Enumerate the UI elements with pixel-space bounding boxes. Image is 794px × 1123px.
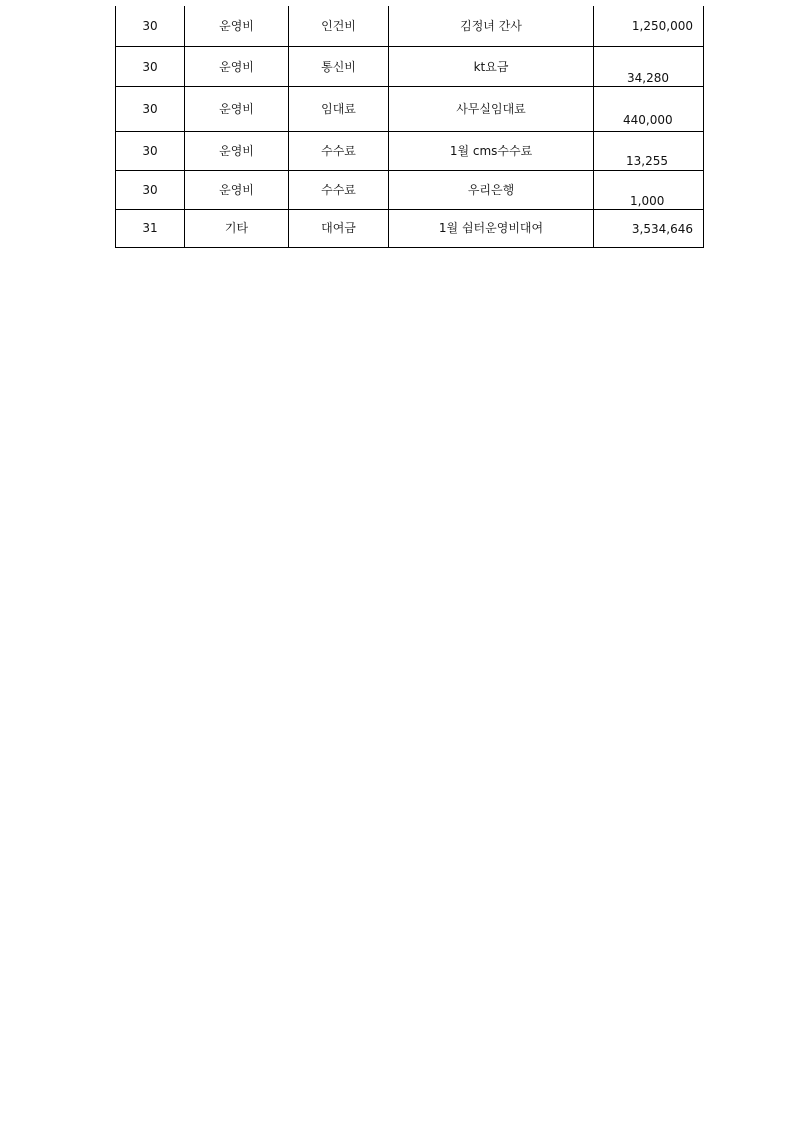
- day-cell: [115, 132, 185, 170]
- day-cell: [115, 6, 185, 46]
- table-row: [115, 87, 704, 132]
- day-value: 30: [142, 102, 158, 116]
- description-value: 1월 cms수수료: [449, 144, 533, 158]
- description-value: 우리은행: [467, 183, 515, 197]
- subcategory-cell: [289, 132, 389, 170]
- amount-cell: [594, 6, 704, 46]
- day-value: 30: [142, 144, 158, 158]
- category-value: 운영비: [219, 183, 254, 197]
- description-value: kt요금: [473, 60, 509, 74]
- amount-cell: [594, 47, 704, 86]
- description-cell: [389, 6, 594, 46]
- subcategory-cell: [289, 6, 389, 46]
- day-cell: [115, 47, 185, 86]
- category-value: 운영비: [219, 102, 254, 116]
- subcategory-cell: [289, 210, 389, 247]
- category-value: 운영비: [219, 19, 254, 33]
- subcategory-value: 임대료: [321, 102, 356, 116]
- description-cell: [389, 171, 594, 209]
- amount-cell: [594, 87, 704, 131]
- category-value: 기타: [224, 221, 249, 235]
- category-cell: [185, 171, 289, 209]
- category-value: 운영비: [219, 60, 254, 74]
- description-value: 김정녀 간사: [460, 19, 522, 33]
- amount-value: 440,000: [623, 113, 673, 127]
- amount-value: 3,534,646: [631, 222, 693, 236]
- table-row: [115, 210, 704, 248]
- day-value: 30: [142, 183, 158, 197]
- category-cell: [185, 132, 289, 170]
- category-cell: [185, 6, 289, 46]
- subcategory-value: 수수료: [321, 144, 356, 158]
- day-cell: [115, 87, 185, 131]
- table-row: [115, 171, 704, 210]
- category-value: 운영비: [219, 144, 254, 158]
- table-row: [115, 47, 704, 87]
- amount-cell: [594, 210, 704, 247]
- subcategory-value: 통신비: [321, 60, 356, 74]
- amount-cell: [594, 171, 704, 209]
- day-value: 31: [142, 221, 158, 235]
- day-value: 30: [142, 19, 158, 33]
- category-cell: [185, 47, 289, 86]
- table-row: [115, 132, 704, 171]
- subcategory-cell: [289, 171, 389, 209]
- amount-cell: [594, 132, 704, 170]
- amount-value: 1,250,000: [631, 19, 693, 33]
- amount-value: 34,280: [627, 71, 669, 85]
- description-cell: [389, 132, 594, 170]
- subcategory-cell: [289, 87, 389, 131]
- subcategory-value: 인건비: [321, 19, 356, 33]
- day-cell: [115, 210, 185, 247]
- subcategory-cell: [289, 47, 389, 86]
- category-cell: [185, 87, 289, 131]
- ledger-table: [115, 6, 704, 248]
- description-value: 사무실임대료: [456, 102, 526, 116]
- day-cell: [115, 171, 185, 209]
- amount-value: 13,255: [626, 154, 668, 168]
- description-cell: [389, 87, 594, 131]
- amount-value: 1,000: [630, 194, 665, 208]
- subcategory-value: 수수료: [321, 183, 356, 197]
- day-value: 30: [142, 60, 158, 74]
- table-row: [115, 6, 704, 47]
- description-value: 1월 쉼터운영비대여: [438, 221, 544, 235]
- description-cell: [389, 47, 594, 86]
- category-cell: [185, 210, 289, 247]
- description-cell: [389, 210, 594, 247]
- subcategory-value: 대여금: [321, 221, 356, 235]
